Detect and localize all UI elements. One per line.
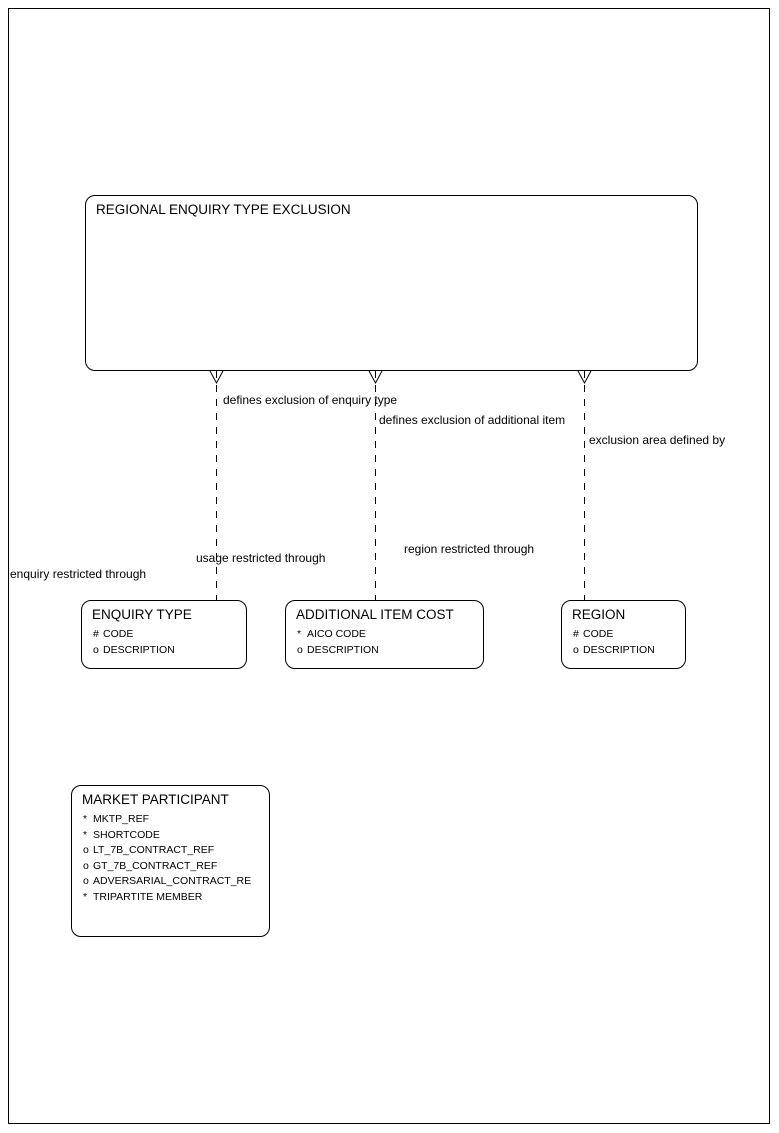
attribute-name: SHORTCODE: [93, 828, 160, 841]
attribute-name: DESCRIPTION: [583, 643, 655, 656]
relationship-label-exclusion-area-defined-by: exclusion area defined by: [589, 433, 726, 447]
attribute-name: GT_7B_CONTRACT_REF: [93, 859, 218, 872]
entity-title: ENQUIRY TYPE: [92, 607, 192, 622]
entity-title: REGION: [572, 607, 626, 622]
attribute-list: [83, 812, 251, 905]
attribute-row: [83, 874, 251, 890]
attribute-name: AICO CODE: [307, 628, 366, 640]
relationship-label-defines-exclusion-of-enquiry-type: defines exclusion of enquiry type: [223, 393, 398, 407]
entity-title: REGIONAL ENQUIRY TYPE EXCLUSION: [96, 202, 351, 217]
attribute-name: TRIPARTITE MEMBER: [93, 890, 203, 903]
entity-title: ADDITIONAL ITEM COST: [296, 607, 454, 622]
attribute-row: [83, 843, 251, 859]
attribute-name: CODE: [103, 628, 134, 640]
attribute-row: [297, 627, 379, 643]
attribute-name: DESCRIPTION: [103, 643, 175, 656]
attribute-name: MKTP_REF: [93, 813, 150, 825]
attribute-mark: *: [83, 890, 88, 903]
attribute-mark: o: [83, 859, 89, 872]
attribute-name: LT_7B_CONTRACT_REF: [93, 844, 215, 856]
attribute-row: [83, 890, 251, 906]
attribute-row: [297, 643, 379, 659]
relationship-label-defines-exclusion-of-additional-item: defines exclusion of additional item: [379, 413, 566, 427]
entity-regional-enquiry-type-exclusion[interactable]: [85, 195, 698, 371]
attribute-name: CODE: [583, 628, 614, 640]
attribute-row: [83, 828, 251, 844]
attribute-name: DESCRIPTION: [307, 643, 379, 656]
attribute-row: [83, 812, 251, 828]
entity-title: MARKET PARTICIPANT: [82, 792, 229, 807]
page-border: [8, 8, 770, 1124]
attribute-row: [573, 643, 655, 659]
entity-market-participant[interactable]: [71, 785, 270, 937]
attribute-row: [93, 643, 175, 659]
attribute-name: ADVERSARIAL_CONTRACT_RE: [93, 875, 252, 887]
relationship-label-enquiry-restricted-through: enquiry restricted through: [10, 567, 147, 581]
attribute-list: [573, 627, 655, 658]
attribute-mark: o: [83, 875, 89, 887]
attribute-mark: *: [297, 628, 302, 640]
attribute-mark: o: [93, 643, 99, 656]
entity-enquiry-type[interactable]: [81, 600, 247, 669]
entity-additional-item-cost[interactable]: [285, 600, 484, 669]
attribute-row: [83, 859, 251, 875]
attribute-mark: #: [93, 628, 99, 640]
entity-region[interactable]: [561, 600, 686, 669]
relationship-label-usage-restricted-through: usage restricted through: [196, 551, 326, 565]
attribute-mark: *: [83, 813, 88, 825]
attribute-list: [93, 627, 175, 658]
attribute-row: [93, 627, 175, 643]
attribute-mark: *: [83, 828, 88, 841]
attribute-mark: #: [573, 628, 579, 640]
attribute-mark: o: [83, 844, 89, 856]
attribute-mark: o: [573, 643, 579, 656]
relationship-label-region-restricted-through: region restricted through: [404, 542, 535, 556]
attribute-row: [573, 627, 655, 643]
attribute-mark: o: [297, 643, 303, 656]
attribute-list: [297, 627, 379, 658]
